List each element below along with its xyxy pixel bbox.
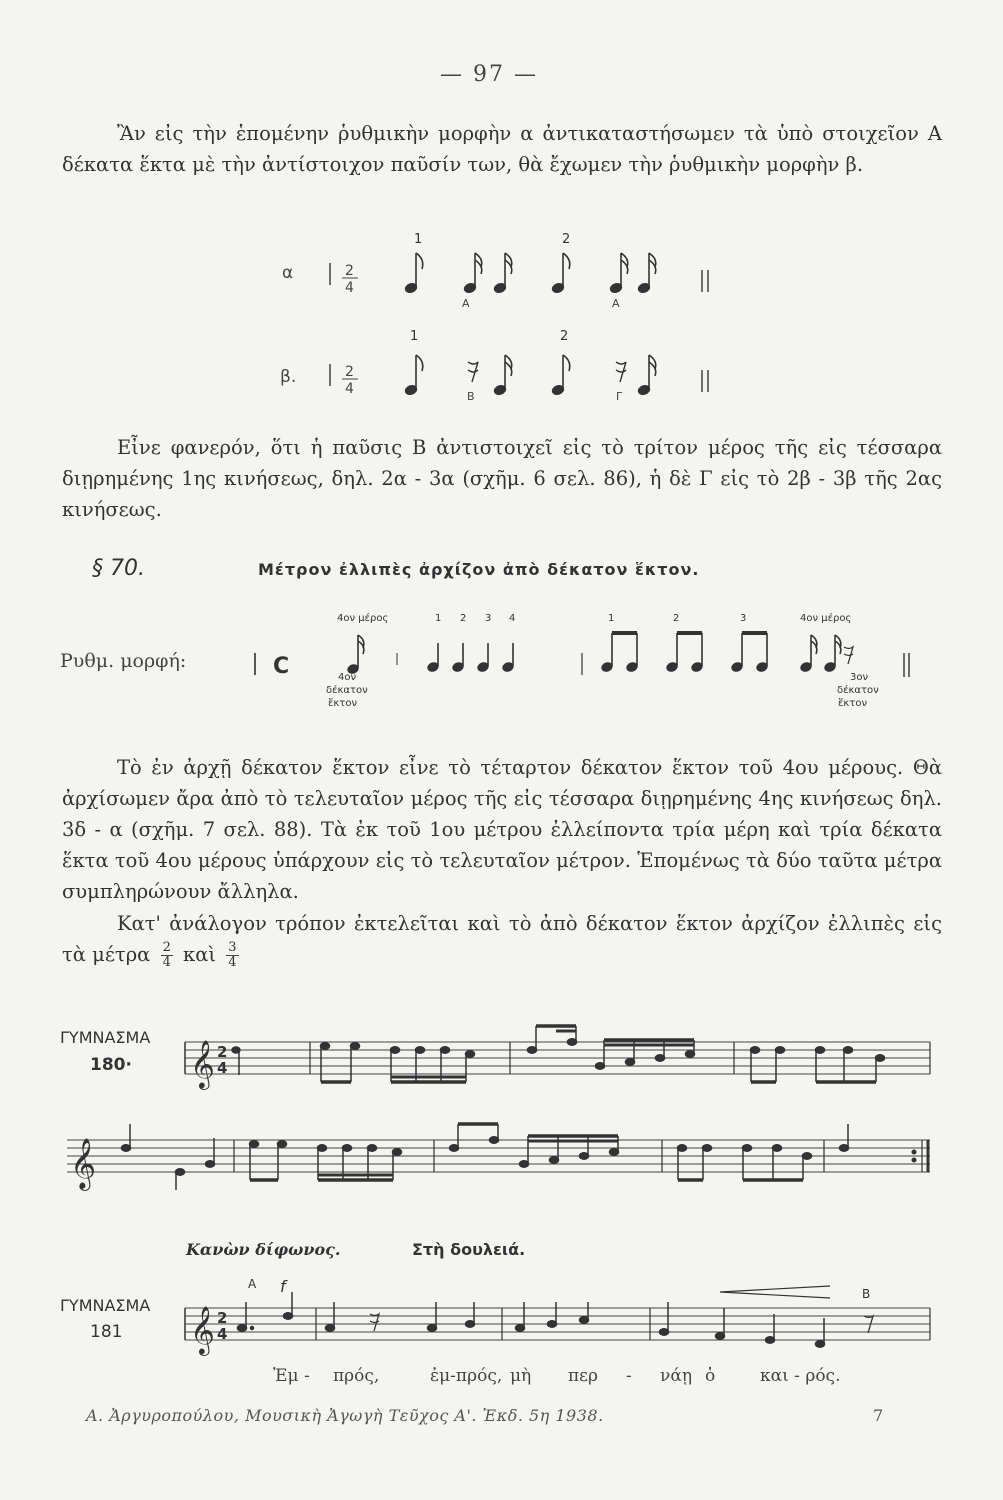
exercise-181-notes	[238, 1292, 874, 1347]
section-title: Μέτρον ἐλλιπὲς ἀρχίζον ἀπὸ δέκατον ἕκτον.	[258, 560, 700, 579]
rhythm-a-mark-2: Α	[612, 297, 620, 310]
rhythm-figure-a	[270, 225, 740, 310]
meter-3-4-top: 3	[228, 940, 237, 955]
paragraph-4	[62, 908, 942, 970]
exercise-180-number: 180·	[90, 1055, 132, 1075]
rhythm-form-note-left-1: 4ον	[338, 672, 357, 683]
rhythm-form-label: Ρυθμ. μορφή:	[60, 650, 187, 672]
lyric-syllable: και - ρός.	[760, 1366, 841, 1386]
rhythm-form-beat-m2-1: 1	[608, 613, 615, 624]
rhythm-b-mark-1: Β	[467, 390, 475, 403]
paragraph-1: Ἂν εἰς τὴν ἑπομένην ῥυθμικὴν μορφὴν α ἀντικαταστήσωμεν τὰ ὑπὸ στοιχεῖον Α δέκατα ἕκτα μὲ τὴν ἀντίστοιχον παῦσίν των, θὰ ἔχωμεν τὴν ῥυθμικὴν μορφὴν β.	[62, 122, 942, 176]
meter-2-4-top: 2	[162, 940, 171, 955]
exercise-181-label: ΓΥΜΝΑΣΜΑ	[60, 1296, 151, 1315]
rhythm-form-beat-m1-4: 4	[509, 613, 516, 624]
rhythm-form-beat-m1-2: 2	[460, 613, 467, 624]
rhythm-form-note-right-1: 3ον	[850, 672, 869, 683]
footer-page: 7	[873, 1406, 884, 1425]
exercise-180-staff-2	[62, 1118, 937, 1198]
rhythm-form-note-left-3: ἕκτον	[328, 698, 358, 709]
rhythm-b-beat-2: 2	[560, 329, 569, 344]
paragraph-4-text: Κατ' ἀνάλογον τρόπον ἐκτελεῖται καὶ τὸ ἀπὸ δέκατον ἕκτον ἀρχίζον ἐλλιπὲς εἰς τὰ μέτρα	[62, 912, 942, 966]
exercise-181-number: 181	[90, 1322, 123, 1342]
rhythm-form-note-left-2: δέκατον	[326, 685, 368, 696]
section-number: § 70.	[92, 556, 145, 581]
rhythm-b-beat-1: 1	[410, 329, 419, 344]
footer-citation: Α. Ἀργυροπούλου, Μουσικὴ Ἀγωγὴ Τεῦχος Α'. Ἐκδ. 5η 1938.	[86, 1406, 604, 1425]
rhythm-form-note-right-2: δέκατον	[837, 685, 879, 696]
exercise-181-mark-a: Α	[248, 1277, 257, 1291]
meters-conjunction: καὶ	[183, 943, 217, 966]
lyric-syllable: πρός,	[333, 1366, 380, 1386]
exercise-181-time-bottom: 4	[217, 1325, 228, 1343]
meter-fraction-2-4	[161, 941, 173, 970]
exercise-181-time-top: 2	[217, 1309, 228, 1327]
paragraph-3: Τὸ ἐν ἀρχῇ δέκατον ἕκτον εἶνε τὸ τέταρτον δέκατον ἕκτον τοῦ 4ου μέρους. Θὰ ἀρχίσωμεν ἄρα ἀπὸ τὸ τελευταῖον μέρος τῆς εἰς τέσσαρα διῃρημένης 4ης κινήσεως δηλ. 3δ - α (σχῆμ. 7 σελ. 88). Τὰ ἐκ τοῦ 1ου μέτρου ἐλλείποντα τρία μέρη καὶ τρία δέκατα ἕκτα τοῦ 4ου μέρους ὑπάρχουν εἰς τὸ τελευταῖον μέτρον. Ἑπομένως τὰ δύο ταῦτα μέτρα συμπληρώνουν ἄλληλα.	[62, 756, 942, 903]
rhythm-form-beat-m2-2: 2	[673, 613, 680, 624]
rhythm-a-mark-1: Α	[462, 297, 470, 310]
rhythm-form-note-right-3: ἕκτον	[838, 698, 868, 709]
rhythm-a-time-top: 2	[345, 263, 354, 279]
canon-title: Κανὼν δίφωνος.	[186, 1240, 341, 1259]
exercise-180-time-top: 2	[217, 1043, 228, 1061]
rhythm-form-meter: C	[273, 654, 290, 679]
rhythm-a-beat-1: 1	[414, 232, 423, 247]
lyric-syllable: ἐμ-πρός,	[430, 1366, 503, 1386]
rhythm-a-label: α	[282, 263, 294, 283]
rhythm-form-quarter-notes	[427, 643, 514, 672]
rhythm-form-figure	[240, 605, 940, 715]
rhythm-form-eighth-pairs	[601, 633, 853, 672]
exercise-180-staff-1	[180, 1020, 935, 1090]
lyric-syllable: -	[626, 1366, 632, 1386]
lyric-syllable: μὴ	[510, 1366, 532, 1386]
lyric-syllable: ὁ	[705, 1366, 716, 1386]
rhythm-form-beat-m1-3: 3	[485, 613, 492, 624]
rhythm-a-time-bottom: 4	[345, 280, 354, 296]
rhythm-form-part4-right: 4ον μέρος	[800, 613, 852, 624]
rhythm-b-time-top: 2	[345, 364, 354, 380]
rhythm-b-time-bottom: 4	[345, 381, 354, 397]
lyric-syllable: Ἐμ -	[273, 1366, 310, 1386]
rhythm-figure-b	[270, 322, 740, 407]
lyric-syllable: νάῃ	[660, 1366, 692, 1386]
exercise-180-notes-2	[122, 1124, 916, 1190]
meter-3-4-bottom: 4	[228, 955, 237, 970]
exercise-181-staff	[180, 1272, 935, 1367]
rhythm-b-label: β.	[280, 367, 297, 387]
treble-clef-icon: 𝄞	[190, 1039, 215, 1088]
rhythm-form-beat-m1-1: 1	[435, 613, 442, 624]
exercise-180-label: ΓΥΜΝΑΣΜΑ	[60, 1028, 151, 1047]
footer	[86, 1406, 884, 1425]
rhythm-b-mark-2: Γ	[616, 390, 623, 403]
exercise-181-dynamic: f	[280, 1277, 286, 1296]
rhythm-form-part4-left: 4ον μέρος	[337, 613, 389, 624]
rhythm-form-beat-m2-3: 3	[740, 613, 747, 624]
exercise-180-time-bottom: 4	[217, 1059, 228, 1077]
page-number: — 97 —	[440, 62, 538, 87]
lyric-syllable: περ	[568, 1366, 598, 1386]
canon-subtitle: Στὴ δουλειά.	[412, 1240, 526, 1259]
treble-clef-icon: 𝄞	[70, 1138, 97, 1189]
rhythm-a-beat-2: 2	[562, 232, 571, 247]
exercise-181-mark-b: Β	[862, 1287, 871, 1301]
rhythm-a-notes	[404, 253, 655, 294]
treble-clef-icon: 𝄞	[190, 1305, 215, 1354]
meter-2-4-bottom: 4	[162, 955, 171, 970]
paragraph-2: Εἶνε φανερόν, ὅτι ἡ παῦσις Β ἀντιστοιχεῖ εἰς τὸ τρίτον μέρος τῆς εἰς τέσσαρα διῃρημένης 1ης κινήσεως, δηλ. 2α - 3α (σχῆμ. 6 σελ. 86), ἡ δὲ Γ εἰς τὸ 2β - 3β τῆς 2ας κινήσεως.	[62, 436, 942, 521]
decrescendo-icon	[720, 1286, 830, 1298]
meter-fraction-3-4	[226, 941, 238, 970]
